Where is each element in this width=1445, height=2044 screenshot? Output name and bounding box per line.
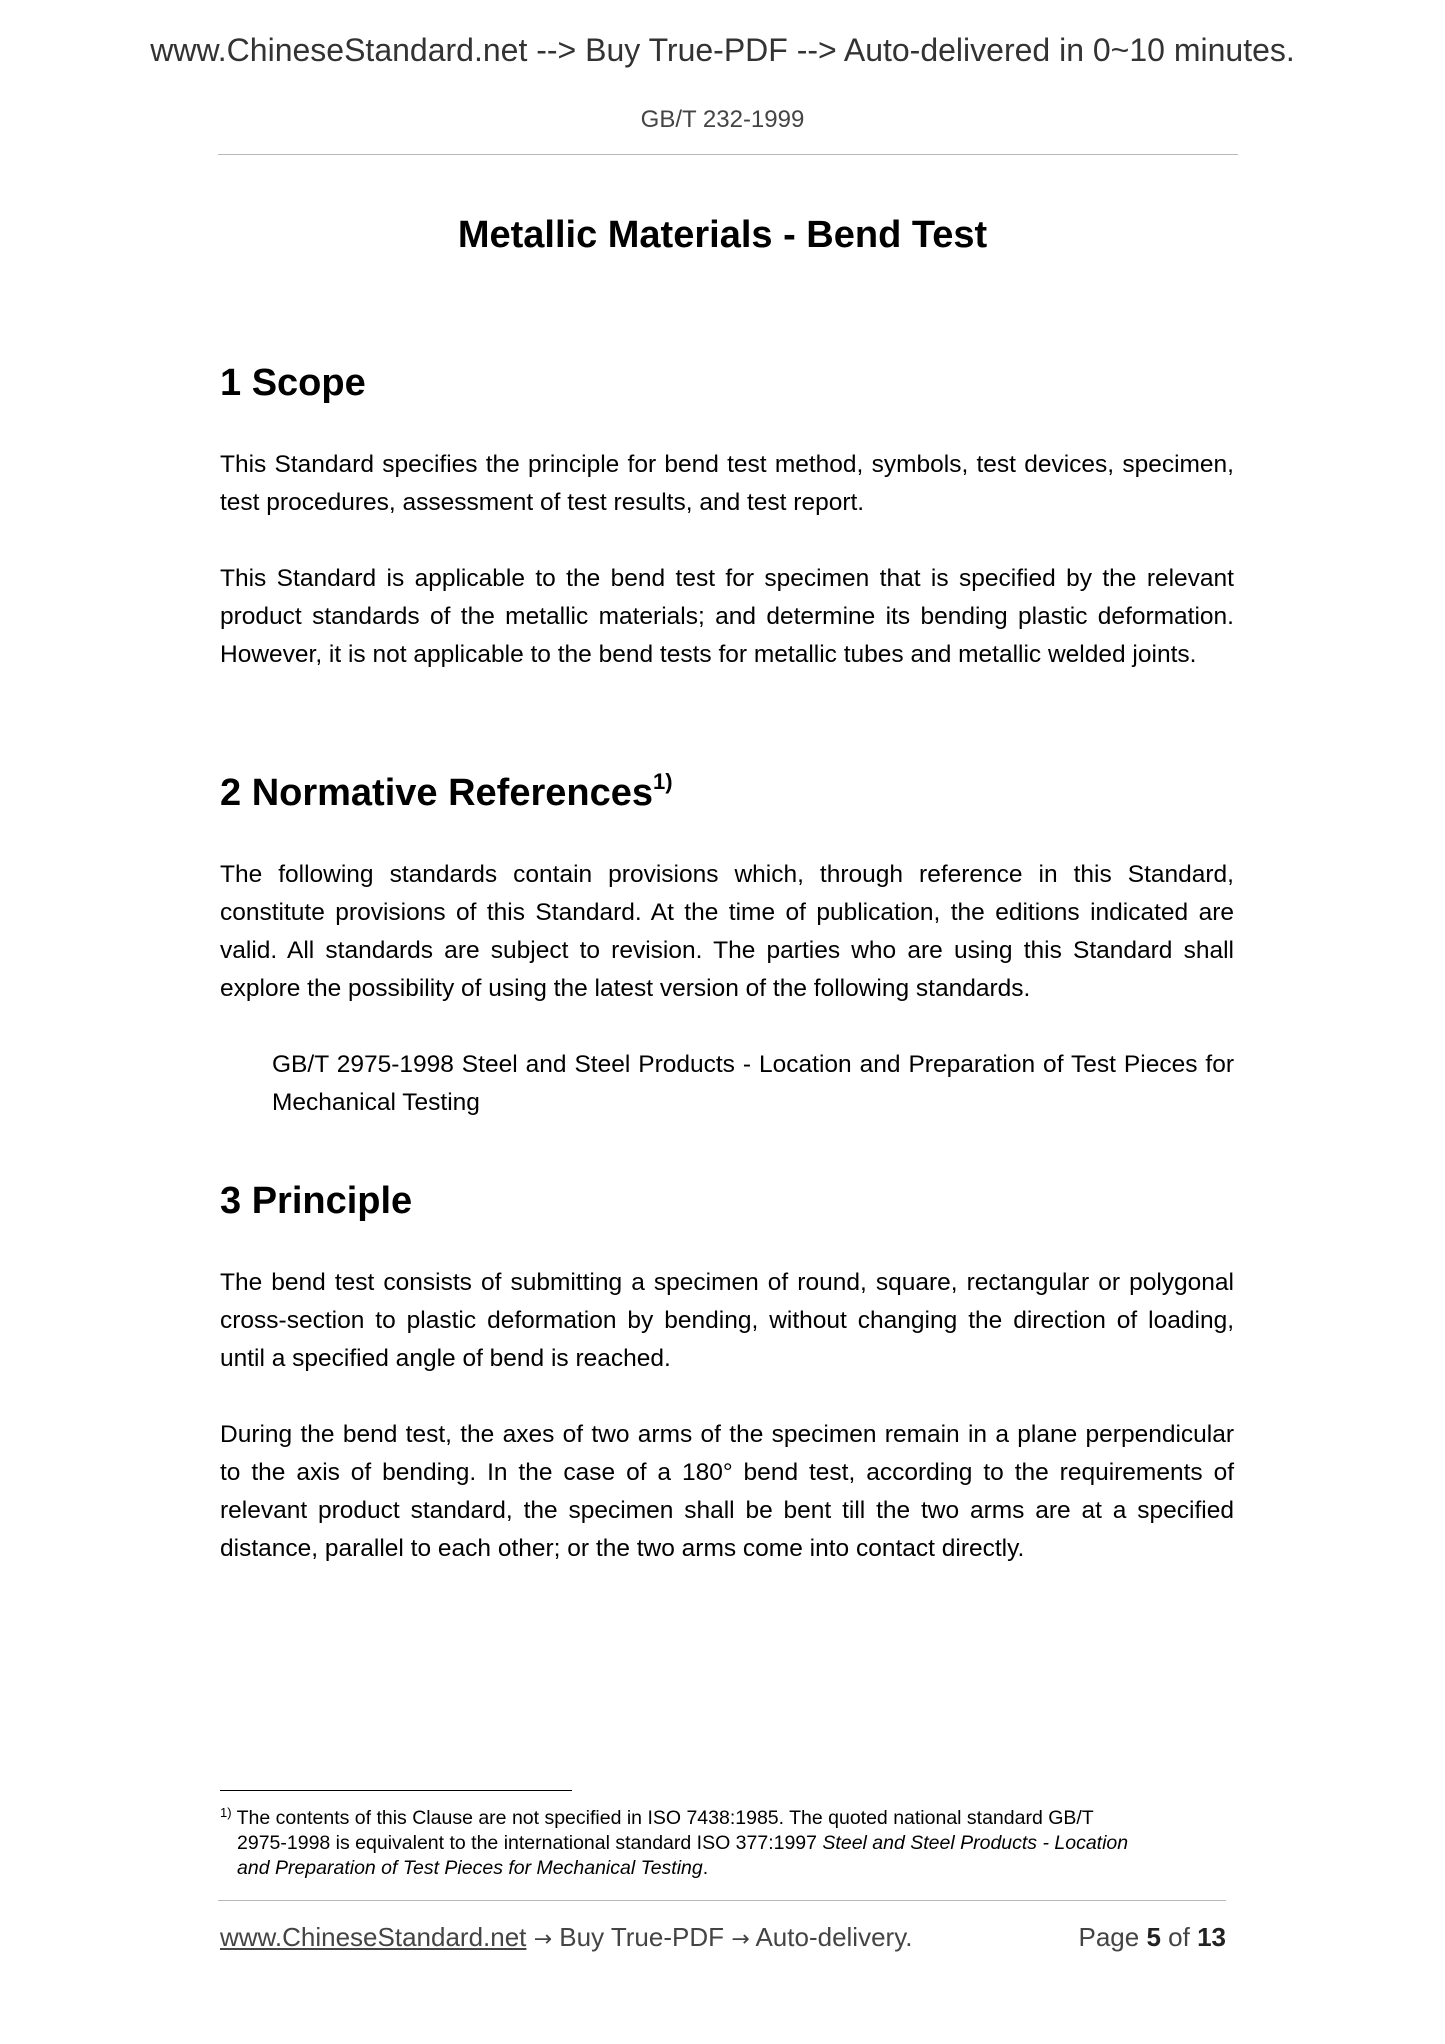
- footnote-text-1: The contents of this Clause are not specified in ISO 7438:1985. The quoted national standard GB/T: [231, 1807, 1094, 1829]
- normative-reference-item: GB/T 2975-1998 Steel and Steel Products - Location and Preparation of Test Pieces for Mechanical Testing: [272, 1051, 1234, 1116]
- footnote-title-part-1: Steel and Steel Products - Location: [822, 1832, 1129, 1854]
- header-divider: [218, 154, 1238, 155]
- footnote-reference: 1): [653, 769, 673, 794]
- normative-references-heading: [220, 769, 673, 815]
- scope-paragraph-1: This Standard specifies the principle for bend test method, symbols, test devices, specimen, test procedures, assessment of test results, and test report.: [220, 451, 1234, 516]
- arrow-right-icon: →: [533, 1927, 553, 1952]
- principle-paragraph-1: The bend test consists of submitting a specimen of round, square, rectangular or polygonal cross-section to plastic deformation by bending, without changing the direction of loading, until a specified angle of bend is reached.: [220, 1269, 1234, 1372]
- page-title: Metallic Materials - Bend Test: [457, 214, 988, 256]
- footnote: [220, 1806, 1234, 1881]
- normative-paragraph-1: The following standards contain provisions which, through reference in this Standard, constitute provisions of this Standard. At the time of publication, the editions indicated are valid. All standards are subject to revision. The parties who are using this Standard shall explore the possibility of using the latest version of the following standards.: [220, 861, 1234, 1002]
- footer-buy-text: Buy True-PDF: [552, 1922, 732, 1952]
- footnote-line-3: [220, 1856, 1234, 1881]
- footer-divider: [218, 1900, 1226, 1901]
- principle-paragraph-2: During the bend test, the axes of two arms of the specimen remain in a plane perpendicular to the axis of bending. In the case of a 180° bend test, according to the requirements of relevant product standard, the specimen shall be bent till the two arms are at a specified distance, parallel to each other; or the two arms come into contact directly.: [220, 1421, 1234, 1562]
- page-footer: [220, 1922, 1226, 1953]
- footnote-line-2: [220, 1831, 1234, 1856]
- page-of: of: [1168, 1922, 1190, 1952]
- principle-heading: 3 Principle: [220, 1180, 413, 1222]
- footnote-divider: [220, 1790, 572, 1791]
- footnote-line-1: [220, 1806, 1234, 1831]
- footnote-title-part-2: and Preparation of Test Pieces for Mechanical Testing: [237, 1857, 703, 1879]
- document-code: GB/T 232-1999: [640, 106, 805, 133]
- normative-references-heading-text: 2 Normative References: [220, 772, 653, 814]
- page-total: 13: [1197, 1922, 1226, 1952]
- page-label: Page: [1078, 1922, 1140, 1952]
- page-current: 5: [1146, 1922, 1161, 1952]
- footer-delivery-text: Auto-delivery.: [749, 1922, 913, 1952]
- footer-site-link[interactable]: www.ChineseStandard.net: [220, 1922, 527, 1952]
- arrow-right-icon: →: [731, 1927, 750, 1952]
- scope-heading: 1 Scope: [220, 362, 366, 404]
- footnote-mark: 1): [220, 1805, 232, 1820]
- footnote-text-2: 2975-1998 is equivalent to the international standard ISO 377:1997: [237, 1832, 823, 1854]
- site-banner: www.ChineseStandard.net --> Buy True-PDF --> Auto-delivered in 0~10 minutes.: [150, 32, 1295, 68]
- scope-paragraph-2: This Standard is applicable to the bend test for specimen that is specified by the relevant product standards of the metallic materials; and determine its bending plastic deformation. However, it is not applicable to the bend tests for metallic tubes and metallic welded joints.: [220, 565, 1234, 668]
- page-number: [1078, 1922, 1226, 1953]
- footnote-period: .: [702, 1857, 709, 1879]
